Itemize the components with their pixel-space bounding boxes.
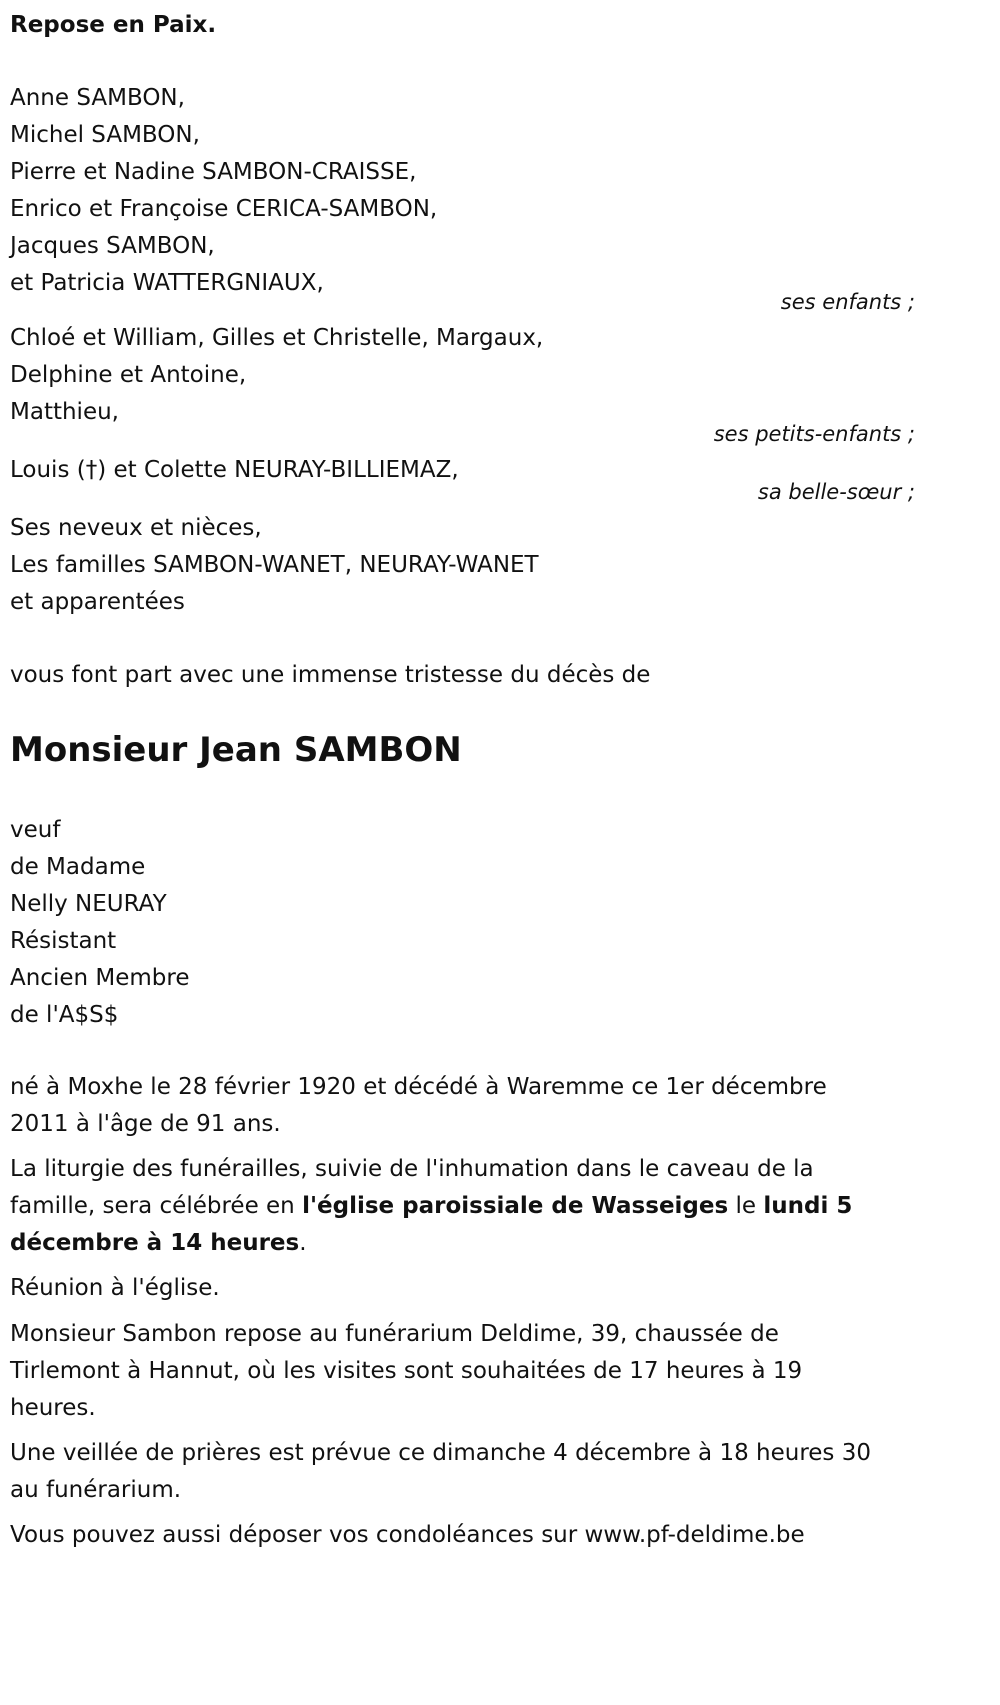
title-line: veuf [10,817,61,843]
grandchildren-role: ses petits-enfants ; [713,422,915,446]
children-line: Jacques SAMBON, [10,233,215,259]
funeral-church: l'église paroissiale de Wasseiges [302,1193,729,1219]
vigil-text: Une veillée de prières est prévue ce dimanche 4 décembre à 18 heures 30 au funérarium. [10,1440,871,1503]
others-list [10,510,915,621]
grandchildren-list [10,320,915,431]
funeral-part3: . [299,1230,307,1256]
children-line: Anne SAMBON, [10,85,185,111]
sister-in-law-line: Louis (†) et Colette NEURAY-BILLIEMAZ, [10,457,459,483]
others-line: Les familles SAMBON-WANET, NEURAY-WANET [10,552,539,578]
title-line: Nelly NEURAY [10,891,167,917]
children-line: Enrico et Françoise CERICA-SAMBON, [10,196,438,222]
title-line: Ancien Membre [10,965,190,991]
others-line: Ses neveux et nièces, [10,515,262,541]
deceased-name: Monsieur Jean SAMBON [10,730,462,770]
title-line: de Madame [10,854,146,880]
children-line: Michel SAMBON, [10,122,200,148]
children-line: et Patricia WATTERGNIAUX, [10,270,324,296]
birth-death-text: né à Moxhe le 28 février 1920 et décédé à Waremme ce 1er décembre 2011 à l'âge de 91 ans. [10,1074,827,1137]
funeral-part2: le [728,1193,764,1219]
funeral-date: lundi 5 décembre à 14 heures [10,1193,853,1256]
children-list [10,80,915,302]
announcement-text: vous font part avec une immense tristesse du décès de [10,662,651,688]
condolences-text: Vous pouvez aussi déposer vos condoléances sur www.pf-deldime.be [10,1522,805,1548]
grandchildren-line: Delphine et Antoine, [10,362,247,388]
others-line: et apparentées [10,589,185,615]
funeral-part1: La liturgie des funérailles, suivie de l'inhumation dans le caveau de la famille, sera célébrée en [10,1156,814,1219]
funeral-text [10,1151,890,1262]
sister-in-law-role: sa belle-sœur ; [757,480,915,504]
children-role: ses enfants ; [780,290,915,314]
titles-list [10,812,915,1034]
grandchildren-line: Matthieu, [10,399,119,425]
title-line: de l'A$S$ [10,1002,119,1028]
grandchildren-line: Chloé et William, Gilles et Christelle, Margaux, [10,325,544,351]
header-text: Repose en Paix. [10,12,217,38]
rest-text: Monsieur Sambon repose au funérarium Deldime, 39, chaussée de Tirlemont à Hannut, où les visites sont souhaitées de 17 heures à 19 heures. [10,1321,803,1421]
title-line: Résistant [10,928,117,954]
children-line: Pierre et Nadine SAMBON-CRAISSE, [10,159,417,185]
meeting-text: Réunion à l'église. [10,1275,220,1301]
